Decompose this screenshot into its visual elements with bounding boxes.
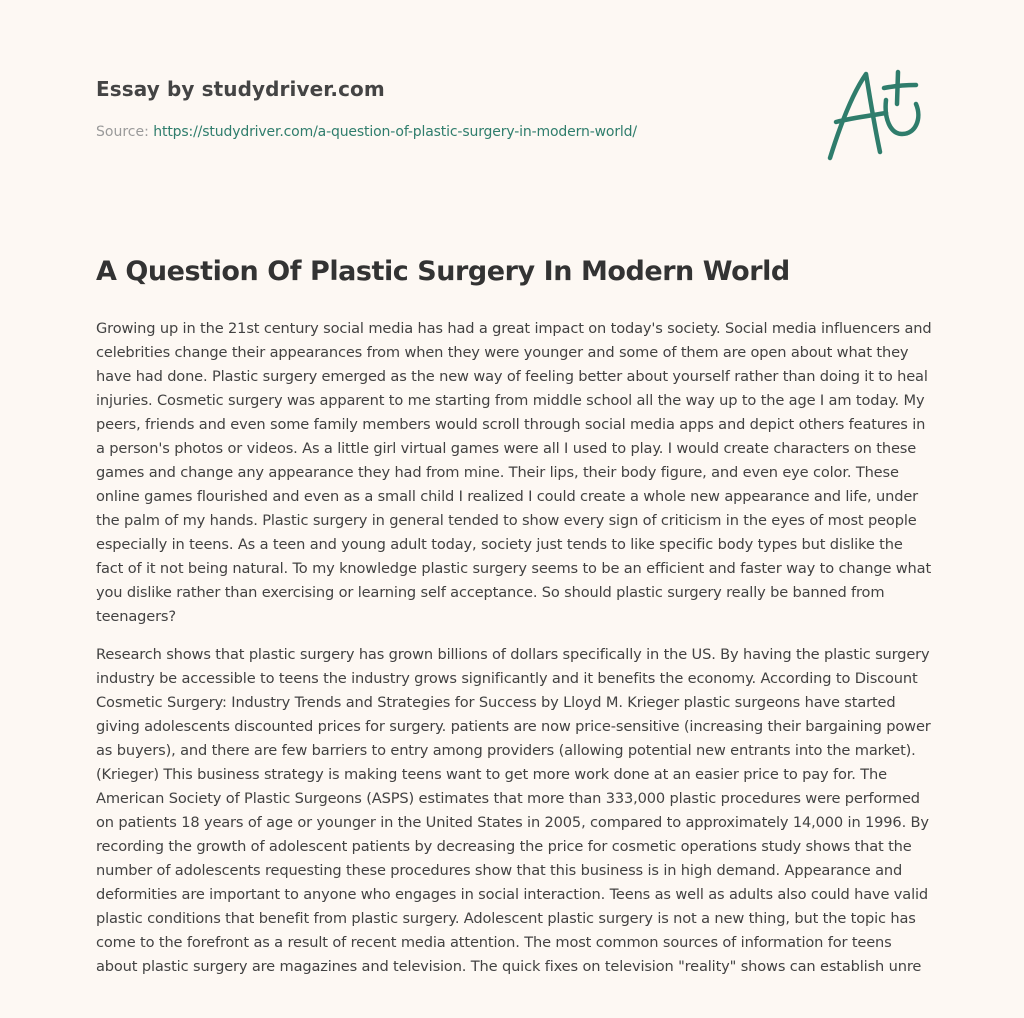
- page-title: A Question Of Plastic Surgery In Modern World: [96, 256, 790, 287]
- header-brand: Essay by studydriver.com: [96, 77, 385, 101]
- source-label: Source:: [96, 124, 154, 140]
- essay-paragraph-1: Growing up in the 21st century social media has had a great impact on today's society. Social media influencers and celebrities change their appearances from when they were younger and some of them are open about what they have had done. Plastic surgery emerged as the new way of feeling better about yourself rather than doing it to heal injuries. Cosmetic surgery was apparent to me starting from middle school all the way up to the age I am today. My peers, friends and even some family members would scroll through social media apps and depict others features in a person's photos or videos. As a little girl virtual games were all I used to play. I would create characters on these games and change any appearance they had from mine. Their lips, their body figure, and even eye color. These online games flourished and even as a small child I realized I could create a whole new appearance and life, under the palm of my hands. Plastic surgery in general tended to show every sign of criticism in the eyes of most people especially in teens. As a teen and young adult today, society just tends to like specific body types but dislike the fact of it not being natural. To my knowledge plastic surgery seems to be an efficient and faster way to change what you dislike rather than exercising or learning self acceptance. So should plastic surgery really be banned from teenagers?: [96, 320, 932, 625]
- essay-paragraph-2: Research shows that plastic surgery has grown billions of dollars specifically in the US. By having the plastic surgery industry be accessible to teens the industry grows significantly and it benefits the economy. According to Discount Cosmetic Surgery: Industry Trends and Strategies for Success by Lloyd M. Krieger plastic surgeons have started giving adolescents discounted prices for surgery. patients are now price-sensitive (increasing their bargaining power as buyers), and there are few barriers to entry among providers (allowing potential new entrants into the market). (Krieger) This business strategy is making teens want to get more work done at an easier price to pay for. The American Society of Plastic Surgeons (ASPS) estimates that more than 333,000 plastic procedures were performed on patients 18 years of age or younger in the United States in 2005, compared to approximately 14,000 in 1996. By recording the growth of adolescent patients by decreasing the price for cosmetic operations study shows that the number of adolescents requesting these procedures show that this business is in high demand. Appearance and deformities are important to anyone who engages in social interaction. Teens as well as adults also could have valid plastic conditions that benefit from plastic surgery. Adolescent plastic surgery is not a new thing, but the topic has come to the forefront as a result of recent media attention. The most common sources of information for teens about plastic surgery are magazines and television. The quick fixes on television "reality" shows can establish unre: [96, 646, 931, 975]
- a-plus-grade-icon: [818, 66, 930, 166]
- source-link[interactable]: https://studydriver.com/a-question-of-plastic-surgery-in-modern-world/: [153, 124, 637, 140]
- source-line: [96, 124, 637, 140]
- essay-body: [96, 317, 932, 993]
